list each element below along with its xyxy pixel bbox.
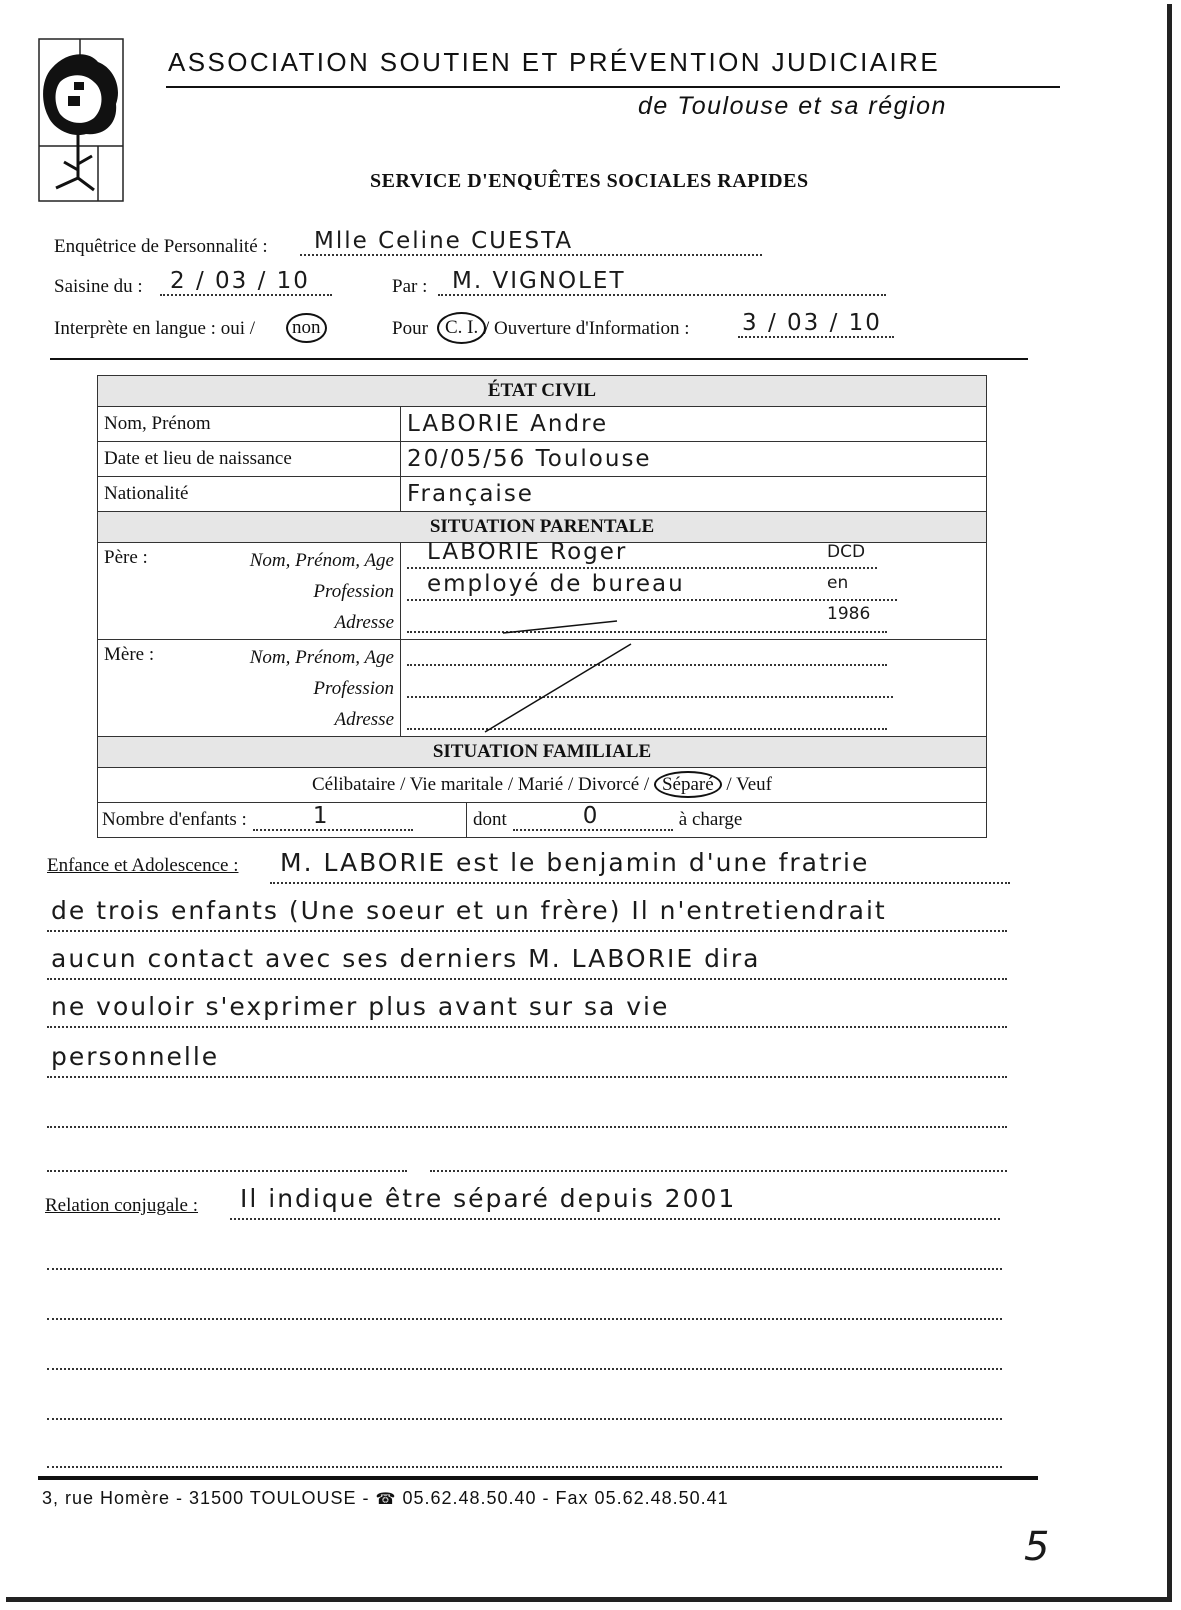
- pour-label: Pour: [392, 318, 428, 339]
- enfants-label: Nombre d'enfants :: [102, 809, 247, 830]
- table-row: [98, 768, 987, 803]
- table-row: [98, 477, 987, 512]
- footer-address-text: 3, rue Homère - 31500 TOULOUSE -: [42, 1488, 370, 1508]
- pere-adresse-field: [407, 607, 887, 633]
- etat-civil-heading: ÉTAT CIVIL: [98, 376, 987, 407]
- footer-phone-text: 05.62.48.50.40 - Fax 05.62.48.50.41: [402, 1488, 729, 1508]
- mere-label: Mère :: [104, 644, 155, 665]
- tree-puzzle-logo: [38, 38, 124, 202]
- pere-profession-label: Profession: [313, 580, 394, 602]
- table-row: [98, 543, 987, 640]
- mere-profession-label: Profession: [313, 677, 394, 699]
- enfance-line-5: [47, 1030, 1007, 1078]
- mere-nom-label: Nom, Prénom, Age: [249, 646, 394, 668]
- enqueteur-label: Enquêtrice de Personnalité :: [54, 236, 268, 257]
- relation-line-4: [47, 1322, 1002, 1370]
- enfance-line-4: [47, 980, 1007, 1028]
- enfance-text-3: aucun contact avec ses derniers M. LABORIE dira: [51, 944, 761, 973]
- service-title: SERVICE D'ENQUÊTES SOCIALES RAPIDES: [370, 170, 809, 192]
- interprete-selected: non: [286, 313, 327, 343]
- familiale-options: Célibataire / Vie maritale / Marié / Divorcé /: [312, 774, 650, 795]
- familiale-options-end: / Veuf: [726, 774, 772, 795]
- enfance-line-3: [47, 932, 1007, 980]
- situation-familiale-heading: SITUATION FAMILIALE: [98, 737, 987, 768]
- ouverture-field: [738, 310, 894, 338]
- pere-nom-value: LABORIE Roger: [427, 539, 628, 565]
- familiale-selected: Séparé: [654, 771, 722, 798]
- header-rule: [166, 86, 1060, 88]
- enfance-line-7: [47, 1124, 407, 1172]
- saisine-label: Saisine du :: [54, 276, 143, 297]
- saisine-field: [160, 268, 332, 296]
- enfance-line-8: [430, 1124, 1007, 1172]
- table-row: [98, 640, 987, 737]
- enfance-text-2: de trois enfants (Une soeur et un frère) Il n'entretiendrait: [51, 896, 887, 925]
- relation-line-1: [230, 1172, 1000, 1220]
- relation-line-2: [47, 1222, 1002, 1270]
- enfants-value: 1: [312, 803, 330, 829]
- saisine-value: 2 / 03 / 10: [170, 268, 310, 294]
- par-field: [438, 268, 886, 296]
- situation-parentale-heading: SITUATION PARENTALE: [98, 512, 987, 543]
- mere-nom-field: [407, 640, 887, 666]
- enfance-text-5: personnelle: [51, 1042, 220, 1071]
- charge-label: à charge: [678, 809, 743, 830]
- nationalite-value: Française: [407, 481, 534, 507]
- enqueteur-field: [300, 228, 762, 256]
- dont-value: 0: [582, 803, 600, 829]
- strike-mark: [481, 640, 641, 736]
- phone-icon: ☎: [375, 1491, 397, 1508]
- strike-mark: [501, 617, 621, 637]
- relation-line-6: [47, 1420, 1002, 1468]
- naissance-value: 20/05/56 Toulouse: [407, 446, 652, 472]
- interprete-label: Interprète en langue : oui /: [54, 318, 256, 339]
- enfance-line-6: [47, 1080, 1007, 1128]
- relation-label: Relation conjugale :: [45, 1195, 199, 1216]
- nom-label: Nom, Prénom: [98, 407, 401, 442]
- etat-civil-table: [97, 375, 987, 838]
- mere-adresse-label: Adresse: [334, 708, 394, 730]
- naissance-label: Date et lieu de naissance: [98, 442, 401, 477]
- relation-text: Il indique être séparé depuis 2001: [240, 1184, 737, 1213]
- footer-address: [42, 1488, 729, 1509]
- section-rule: [50, 358, 1028, 360]
- nationalite-label: Nationalité: [98, 477, 401, 512]
- pere-adresse-label: Adresse: [334, 611, 394, 633]
- organization-title: ASSOCIATION SOUTIEN ET PRÉVENTION JUDICIAIRE: [168, 47, 941, 77]
- pere-nom-label: Nom, Prénom, Age: [249, 549, 394, 571]
- mere-adresse-field: [407, 704, 887, 730]
- relation-line-5: [47, 1372, 1002, 1420]
- enfance-line-1: [270, 836, 1010, 884]
- ouverture-label: / Ouverture d'Information :: [484, 318, 690, 339]
- page-number: 5: [1024, 1524, 1052, 1570]
- organization-subtitle: de Toulouse et sa région: [638, 92, 947, 120]
- par-value: M. VIGNOLET: [452, 268, 626, 294]
- mere-profession-field: [407, 672, 893, 698]
- enfance-text-1: M. LABORIE est le benjamin d'une fratrie: [280, 848, 870, 877]
- pere-profession-value: employé de bureau: [427, 571, 685, 597]
- relation-line-3: [47, 1272, 1002, 1320]
- pere-profession-field: [407, 571, 897, 601]
- enfance-text-4: ne vouloir s'exprimer plus avant sur sa vie: [51, 992, 670, 1021]
- table-row: [98, 442, 987, 477]
- nom-value: LABORIE Andre: [407, 411, 609, 437]
- dont-label: dont: [473, 809, 507, 830]
- pere-label: Père :: [104, 547, 148, 568]
- enfance-label: Enfance et Adolescence :: [47, 855, 239, 876]
- pour-selected: C. I.: [437, 312, 486, 344]
- par-label: Par :: [392, 276, 428, 297]
- footer-rule: [38, 1476, 1038, 1480]
- table-row: [98, 803, 987, 838]
- ouverture-value: 3 / 03 / 10: [742, 310, 882, 336]
- pere-note-value: DCD en 1986: [827, 542, 871, 624]
- table-row: [98, 407, 987, 442]
- enqueteur-value: Mlle Celine CUESTA: [314, 228, 574, 254]
- enfance-line-2: [47, 884, 1007, 932]
